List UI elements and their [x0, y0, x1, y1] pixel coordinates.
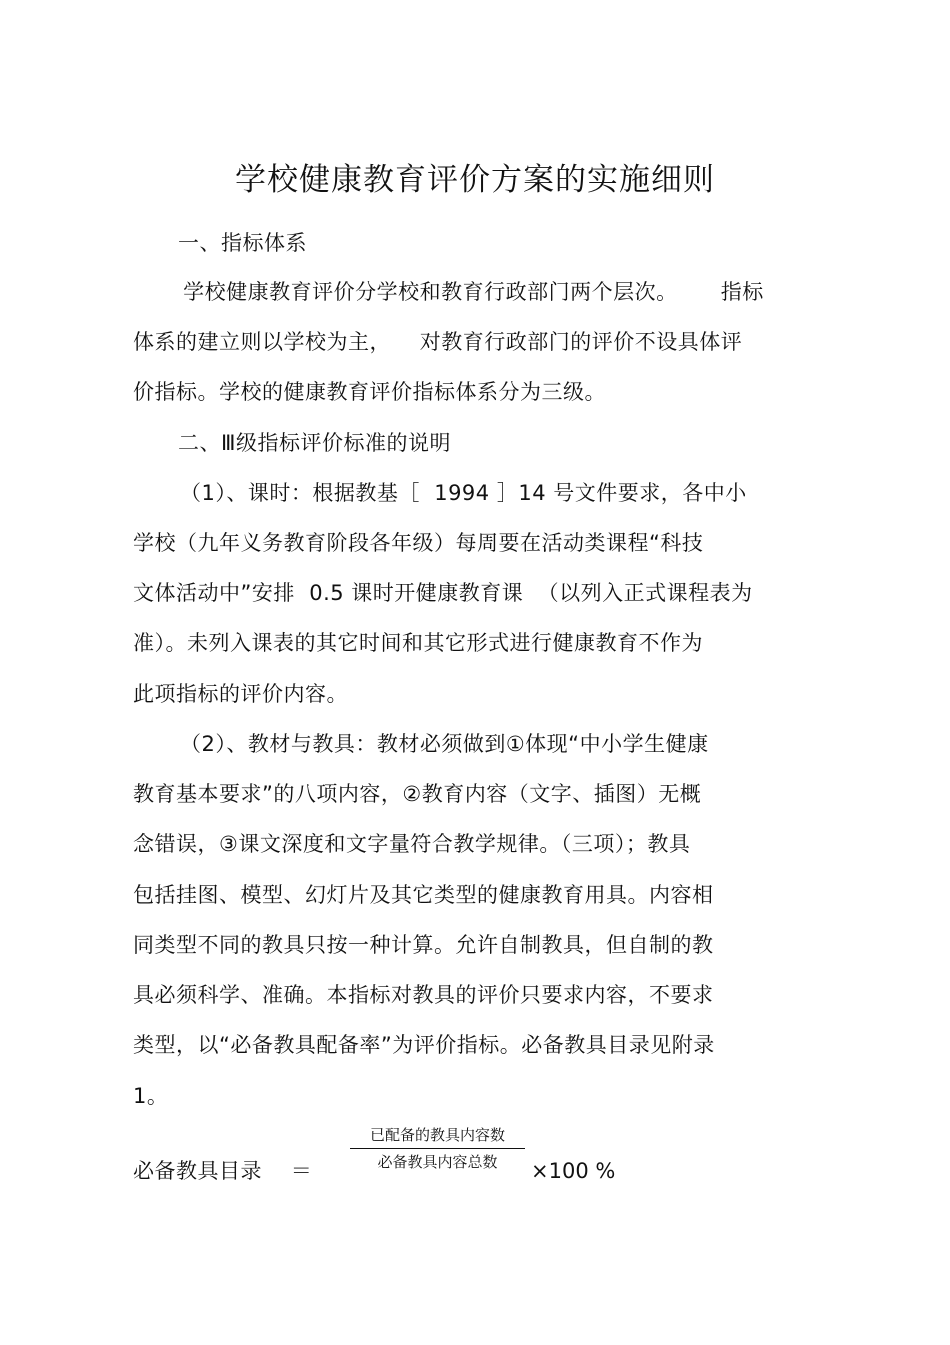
paragraph-line: 同类型不同的教具只按一种计算。允许自制教具，但自制的教: [133, 933, 714, 957]
paragraph-line: 文体活动中”安排 0.5 课时开健康教育课 （以列入正式课程表为: [133, 581, 753, 605]
formula-numerator: 已配备的教具内容数: [369, 1126, 505, 1144]
paragraph-line: （2）、教材与教具：教材必须做到①体现“中小学生健康: [180, 732, 709, 756]
formula-denominator: 必备教具内容总数: [377, 1153, 498, 1171]
paragraph-line: 教育基本要求”的八项内容，②教育内容（文字、插图）无概: [133, 782, 702, 806]
formula-multiplier: ×100 %: [531, 1159, 616, 1183]
paragraph-line: 学校健康教育评价分学校和教育行政部门两个层次。 指标: [176, 280, 764, 304]
paragraph-line: 学校（九年义务教育阶段各年级）每周要在活动类课程“科技: [133, 531, 704, 555]
paragraph-line: 包括挂图、模型、幻灯片及其它类型的健康教育用具。内容相: [133, 883, 714, 907]
fraction-bar: [350, 1148, 525, 1149]
paragraph-line: 准）。未列入课表的其它时间和其它形式进行健康教育不作为: [133, 631, 703, 655]
paragraph-line: 此项指标的评价内容。: [133, 682, 348, 706]
paragraph-line: 类型，以“必备教具配备率”为评价指标。必备教具目录见附录: [133, 1033, 715, 1057]
paragraph-line: （1）、课时：根据教基［ 1994 ］14 号文件要求，各中小: [180, 481, 747, 505]
formula-fraction: [350, 1124, 525, 1173]
document-title: 学校健康教育评价方案的实施细则: [235, 162, 715, 198]
paragraph-line: 价指标。学校的健康教育评价指标体系分为三级。: [133, 380, 606, 404]
paragraph-line: 具必须科学、准确。本指标对教具的评价只要求内容，不要求: [133, 983, 714, 1007]
paragraph-line: 体系的建立则以学校为主， 对教育行政部门的评价不设具体评: [133, 330, 743, 354]
section-heading-1: 一、指标体系: [178, 231, 307, 255]
paragraph-line: 1。: [133, 1084, 169, 1108]
section-heading-2: 二、Ⅲ级指标评价标准的说明: [178, 431, 451, 455]
formula-label: 必备教具目录 ＝: [133, 1159, 313, 1183]
paragraph-line: 念错误，③课文深度和文字量符合教学规律。（三项）；教具: [133, 832, 691, 856]
